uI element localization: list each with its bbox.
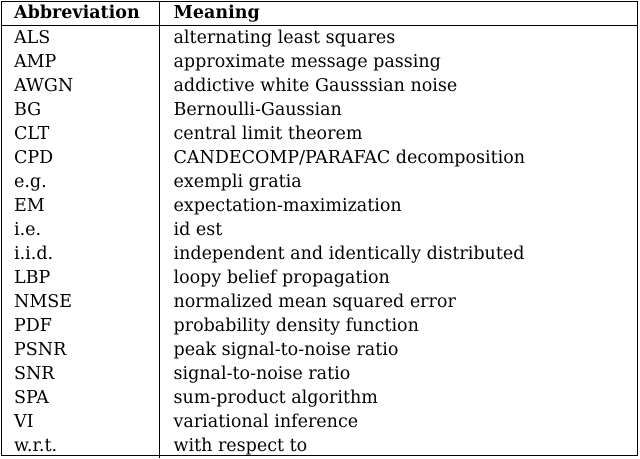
- abbreviation-cell: PSNR: [2, 338, 159, 362]
- meaning-cell: CANDECOMP/PARAFAC decomposition: [173, 148, 526, 168]
- table-row: [2, 218, 637, 242]
- abbreviation-cell: AMP: [2, 50, 159, 74]
- table-row: [2, 434, 637, 458]
- abbreviation-cell: AWGN: [2, 74, 159, 98]
- abbreviation-cell: PDF: [2, 314, 159, 338]
- table-row: [2, 266, 637, 290]
- abbreviation-cell: ALS: [2, 26, 159, 51]
- abbreviation-cell: e.g.: [2, 170, 159, 194]
- meaning-cell: peak signal-to-noise ratio: [173, 340, 399, 360]
- meaning-cell: alternating least squares: [173, 28, 396, 48]
- meaning-cell: id est: [173, 220, 223, 240]
- header-meaning: Meaning: [159, 2, 637, 26]
- abbreviation-cell: w.r.t.: [2, 434, 159, 458]
- meaning-cell: exempli gratia: [173, 172, 302, 192]
- abbreviation-cell: LBP: [2, 266, 159, 290]
- table-row: [2, 98, 637, 122]
- meaning-cell: central limit theorem: [173, 124, 363, 144]
- meaning-cell: expectation-maximization: [173, 196, 402, 216]
- meaning-cell: signal-to-noise ratio: [173, 364, 351, 384]
- abbreviation-cell: EM: [2, 194, 159, 218]
- meaning-cell: with respect to: [173, 436, 308, 456]
- meaning-cell: independent and identically distributed: [173, 244, 525, 264]
- abbreviation-cell: BG: [2, 98, 159, 122]
- meaning-cell: variational inference: [173, 412, 359, 432]
- meaning-cell: probability density function: [173, 316, 419, 336]
- table-row: [2, 170, 637, 194]
- meaning-cell: normalized mean squared error: [173, 292, 456, 312]
- abbreviation-cell: i.i.d.: [2, 242, 159, 266]
- table-row: [2, 386, 637, 410]
- abbreviation-cell: NMSE: [2, 290, 159, 314]
- meaning-cell: loopy belief propagation: [173, 268, 390, 288]
- table-row: [2, 242, 637, 266]
- table-row: [2, 26, 637, 51]
- table-row: [2, 410, 637, 434]
- meaning-cell: Bernoulli-Gaussian: [173, 100, 342, 120]
- table-row: [2, 122, 637, 146]
- meaning-cell: addictive white Gausssian noise: [173, 76, 458, 96]
- table-row: [2, 362, 637, 386]
- table-row: [2, 314, 637, 338]
- header-abbreviation: Abbreviation: [2, 2, 159, 26]
- abbreviation-cell: i.e.: [2, 218, 159, 242]
- abbreviation-cell: SPA: [2, 386, 159, 410]
- abbreviation-table-frame: [1, 1, 638, 456]
- table-row: [2, 146, 637, 170]
- abbreviation-cell: CPD: [2, 146, 159, 170]
- abbreviation-cell: SNR: [2, 362, 159, 386]
- abbreviation-cell: CLT: [2, 122, 159, 146]
- table-row: [2, 74, 637, 98]
- table-row: [2, 290, 637, 314]
- meaning-cell: approximate message passing: [173, 52, 441, 72]
- table-row: [2, 194, 637, 218]
- meaning-cell: sum-product algorithm: [173, 388, 378, 408]
- table-row: [2, 338, 637, 362]
- abbreviation-table: [2, 2, 637, 458]
- table-header-row: [2, 2, 637, 26]
- abbreviation-cell: VI: [2, 410, 159, 434]
- table-row: [2, 50, 637, 74]
